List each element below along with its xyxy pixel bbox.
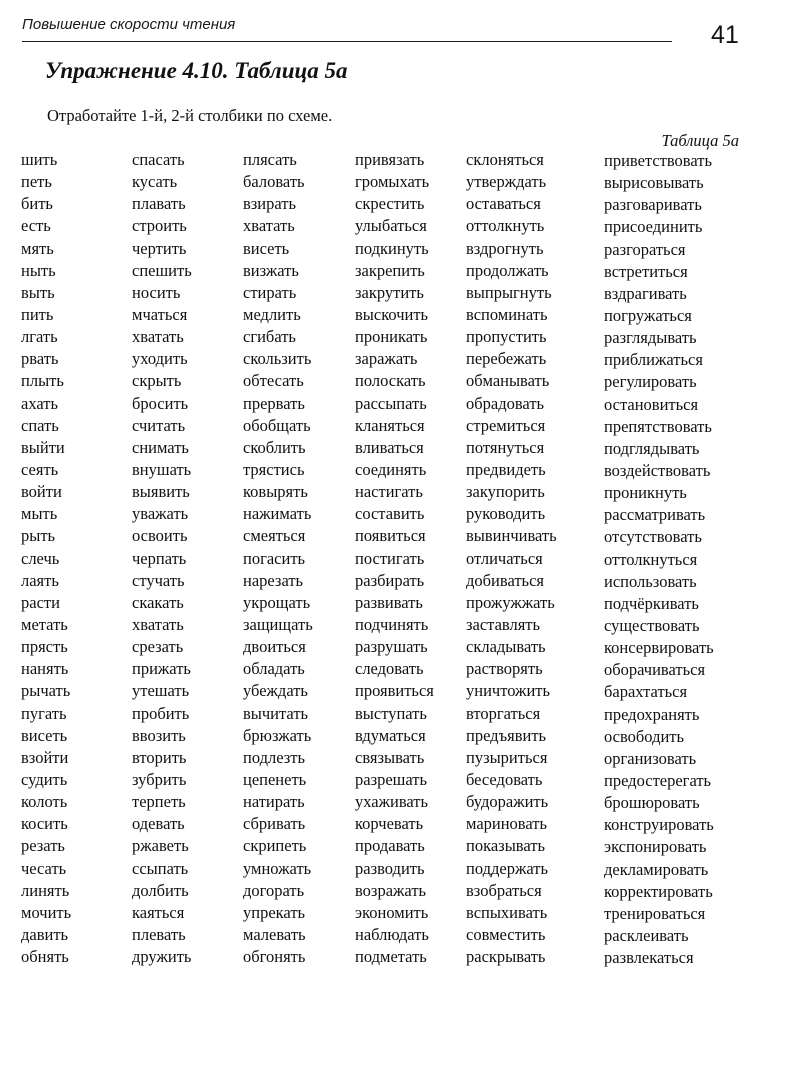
table-word: убеждать xyxy=(243,681,308,701)
table-word: разгораться xyxy=(604,239,686,259)
table-word: связывать xyxy=(355,747,425,767)
table-word: долбить xyxy=(132,880,189,900)
table-word: прижать xyxy=(132,659,191,679)
table-word: мариновать xyxy=(466,814,548,834)
table-word: мочить xyxy=(21,902,72,922)
table-word: ссыпать xyxy=(132,858,189,878)
table-word: подглядывать xyxy=(604,438,700,458)
table-word: каяться xyxy=(132,902,185,922)
table-word: пробить xyxy=(132,703,190,723)
table-word: сбривать xyxy=(243,814,306,834)
table-word: стремиться xyxy=(466,415,546,435)
table-word: экономить xyxy=(355,902,429,922)
table-word: брюзжать xyxy=(243,725,312,745)
table-word: кланяться xyxy=(355,415,425,435)
table-word: проявиться xyxy=(355,681,434,701)
table-word: линять xyxy=(21,880,70,900)
table-word: подлезть xyxy=(243,747,306,767)
table-word: спасать xyxy=(132,150,185,169)
table-word: петь xyxy=(21,172,52,192)
table-word: медлить xyxy=(243,304,301,324)
table-word: косить xyxy=(21,814,68,834)
table-word: мыть xyxy=(21,504,58,524)
table-word: хватать xyxy=(132,327,184,347)
table-word: консервировать xyxy=(604,638,714,658)
table-word: выступать xyxy=(355,703,427,723)
table-word: рыть xyxy=(21,526,56,546)
table-word: мчаться xyxy=(132,304,188,324)
table-word: дружить xyxy=(132,947,192,967)
table-word: плевать xyxy=(132,924,186,944)
table-word: вдуматься xyxy=(355,725,426,745)
table-word: предохранять xyxy=(604,704,700,724)
table-word: умножать xyxy=(243,858,312,878)
table-word: обманывать xyxy=(466,371,550,391)
table-word: проникнуть xyxy=(604,483,687,503)
table-word: будоражить xyxy=(466,792,549,812)
table-word: кусать xyxy=(132,172,178,192)
table-word: оттолкнуться xyxy=(604,549,698,569)
table-word: строить xyxy=(132,216,187,236)
table-word: считать xyxy=(132,415,186,435)
table-word: освоить xyxy=(132,526,188,546)
table-word: носить xyxy=(132,282,181,302)
table-word: отличаться xyxy=(466,548,543,568)
page-number: 41 xyxy=(711,21,739,49)
table-word: выявить xyxy=(132,482,190,502)
table-word: упрекать xyxy=(243,902,306,922)
table-word: раскрывать xyxy=(466,947,546,967)
table-word: приближаться xyxy=(604,350,703,370)
table-word: предвидеть xyxy=(466,459,546,479)
table-word: погружаться xyxy=(604,305,692,325)
table-word: спать xyxy=(21,415,59,435)
table-word: хватать xyxy=(132,614,184,634)
table-word: наблюдать xyxy=(355,924,429,944)
table-word: зубрить xyxy=(132,769,187,789)
table-word: рассматривать xyxy=(604,505,706,525)
table-word: вздрогнуть xyxy=(466,238,544,258)
table-word: взирать xyxy=(243,194,297,214)
table-word: громыхать xyxy=(355,172,430,192)
table-word: поддержать xyxy=(466,858,549,878)
table-word: присоединить xyxy=(604,217,703,237)
table-word: соединять xyxy=(355,459,427,479)
table-word: одевать xyxy=(132,814,185,834)
table-word: корректировать xyxy=(604,881,713,901)
table-word: закрутить xyxy=(355,282,424,302)
table-word: разводить xyxy=(355,858,425,878)
table-word: бить xyxy=(21,194,53,214)
table-word: подметать xyxy=(355,947,427,967)
table-word: утешать xyxy=(132,681,190,701)
table-word: появиться xyxy=(355,526,426,546)
table-word: приветствовать xyxy=(604,151,713,170)
word-column-3 xyxy=(243,149,313,968)
word-column-6 xyxy=(604,149,714,968)
table-word: срезать xyxy=(132,637,184,657)
table-word: экспонировать xyxy=(604,837,707,857)
table-word: разбирать xyxy=(355,570,425,590)
table-word: выскочить xyxy=(355,304,429,324)
table-word: складывать xyxy=(466,637,546,657)
table-word: скакать xyxy=(132,592,184,612)
exercise-instruction: Отработайте 1-й, 2-й столбики по схеме. xyxy=(47,106,333,125)
table-word: пить xyxy=(21,304,54,324)
table-word: нанять xyxy=(21,659,69,679)
table-word: прервать xyxy=(243,393,305,413)
table-word: ахать xyxy=(21,393,58,413)
table-word: вывинчивать xyxy=(466,526,557,546)
table-word: руководить xyxy=(466,504,546,524)
table-word: вспыхивать xyxy=(466,902,548,922)
table-word: прясть xyxy=(21,637,68,657)
table-word: освободить xyxy=(604,726,685,746)
table-word: лаять xyxy=(21,570,59,590)
table-word: добиваться xyxy=(466,570,544,590)
table-word: уважать xyxy=(132,504,189,524)
table-word: вырисовывать xyxy=(604,173,704,193)
table-word: следовать xyxy=(355,659,424,679)
table-word: внушать xyxy=(132,459,192,479)
table-word: вспоминать xyxy=(466,304,548,324)
table-word: разрушать xyxy=(355,637,428,657)
table-word: подчёркивать xyxy=(604,593,699,613)
table-word: улыбаться xyxy=(355,216,427,236)
table-word: шить xyxy=(21,150,58,169)
table-word: предъявить xyxy=(466,725,547,745)
table-word: обобщать xyxy=(243,415,311,435)
table-word: проникать xyxy=(355,327,428,347)
table-word: судить xyxy=(21,769,68,789)
table-word: растворять xyxy=(466,659,543,679)
table-word: плясать xyxy=(243,150,297,169)
word-column-1 xyxy=(21,149,71,968)
table-word: остановиться xyxy=(604,394,699,414)
table-word: подчинять xyxy=(355,614,429,634)
table-caption: Таблица 5а xyxy=(661,131,739,150)
table-word: пугать xyxy=(21,703,67,723)
table-word: натирать xyxy=(243,792,305,812)
table-word: вторгаться xyxy=(466,703,541,723)
table-word: встретиться xyxy=(604,261,688,281)
table-word: подкинуть xyxy=(355,238,429,258)
table-word: вздрагивать xyxy=(604,283,687,303)
table-word: догорать xyxy=(243,880,305,900)
table-word: привязать xyxy=(355,150,425,169)
table-word: уходить xyxy=(132,349,188,369)
table-word: чесать xyxy=(21,858,67,878)
running-head-title: Повышение скорости чтения xyxy=(22,16,236,33)
table-word: цепенеть xyxy=(243,769,307,789)
table-word: уничтожить xyxy=(466,681,551,701)
table-word: нарезать xyxy=(243,570,304,590)
table-word: скоблить xyxy=(243,437,306,457)
table-word: стирать xyxy=(243,282,297,302)
table-word: слечь xyxy=(21,548,60,568)
table-word: расти xyxy=(21,592,60,612)
table-word: конструировать xyxy=(604,815,714,835)
table-word: плавать xyxy=(132,194,186,214)
table-word: развлекаться xyxy=(604,948,694,968)
table-word: баловать xyxy=(243,172,305,192)
table-word: корчевать xyxy=(355,814,424,834)
table-word: терпеть xyxy=(132,792,186,812)
table-word: ухаживать xyxy=(355,792,429,812)
table-word: сгибать xyxy=(243,327,296,347)
table-word: колоть xyxy=(21,792,68,812)
table-word: обладать xyxy=(243,659,305,679)
table-word: расклеивать xyxy=(604,925,689,945)
table-word: настигать xyxy=(355,482,423,502)
table-word: воздействовать xyxy=(604,460,711,480)
table-word: скользить xyxy=(243,349,312,369)
table-word: брошюровать xyxy=(604,793,700,813)
table-word: разговаривать xyxy=(604,195,702,215)
table-word: сеять xyxy=(21,459,59,479)
table-word: рассыпать xyxy=(355,393,427,413)
table-word: беседовать xyxy=(466,769,543,789)
table-word: погасить xyxy=(243,548,306,568)
table-word: ковырять xyxy=(243,482,308,502)
table-word: ржаветь xyxy=(132,836,189,856)
table-word: чертить xyxy=(132,238,187,258)
table-word: вычитать xyxy=(243,703,309,723)
table-word: существовать xyxy=(604,615,700,635)
table-word: обгонять xyxy=(243,947,306,967)
table-word: резать xyxy=(21,836,65,856)
table-word: войти xyxy=(21,482,62,502)
table-word: препятствовать xyxy=(604,416,712,436)
table-word: ныть xyxy=(21,260,56,280)
table-word: взойти xyxy=(21,747,69,767)
table-word: заставлять xyxy=(466,614,541,634)
table-word: декламировать xyxy=(604,859,709,879)
table-word: есть xyxy=(21,216,51,236)
table-word: рвать xyxy=(21,349,59,369)
table-word: скрыть xyxy=(132,371,182,391)
table-word: закрепить xyxy=(355,260,425,280)
table-word: заражать xyxy=(355,349,418,369)
table-word: оттолкнуть xyxy=(466,216,545,236)
table-word: визжать xyxy=(243,260,299,280)
table-word: рычать xyxy=(21,681,71,701)
table-word: перебежать xyxy=(466,349,547,369)
table-word: совместить xyxy=(466,924,546,944)
table-word: выпрыгнуть xyxy=(466,282,552,302)
table-word: черпать xyxy=(132,548,187,568)
table-word: развивать xyxy=(355,592,423,612)
table-word: взобраться xyxy=(466,880,542,900)
table-word: бросить xyxy=(132,393,189,413)
table-word: обрадовать xyxy=(466,393,545,413)
table-word: обтесать xyxy=(243,371,304,391)
table-word: пропустить xyxy=(466,327,547,347)
word-column-5 xyxy=(466,149,557,968)
table-word: скрестить xyxy=(355,194,425,214)
table-word: укрощать xyxy=(243,592,311,612)
table-word: выть xyxy=(21,282,55,302)
table-word: снимать xyxy=(132,437,189,457)
table-word: составить xyxy=(355,504,425,524)
table-word: отсутствовать xyxy=(604,527,702,547)
table-word: использовать xyxy=(604,571,697,591)
exercise-title: Упражнение 4.10. Таблица 5а xyxy=(45,58,348,83)
table-word: выйти xyxy=(21,437,65,457)
table-word: трястись xyxy=(243,459,305,479)
table-word: постигать xyxy=(355,548,425,568)
table-word: закупорить xyxy=(466,482,545,502)
table-word: давить xyxy=(21,924,69,944)
table-word: нажимать xyxy=(243,504,312,524)
table-word: разглядывать xyxy=(604,328,697,348)
word-column-2 xyxy=(132,149,192,968)
table-word: вливаться xyxy=(355,437,424,457)
table-word: тренироваться xyxy=(604,903,706,923)
table-word: утверждать xyxy=(466,172,547,192)
table-word: висеть xyxy=(243,238,290,258)
table-word: предостерегать xyxy=(604,770,712,790)
table-word: пузыриться xyxy=(466,747,548,767)
table-word: показывать xyxy=(466,836,545,856)
table-word: двоиться xyxy=(243,637,306,657)
table-word: прожужжать xyxy=(466,592,555,612)
table-word: вторить xyxy=(132,747,187,767)
table-word: защищать xyxy=(243,614,313,634)
table-word: плыть xyxy=(21,371,64,391)
table-word: спешить xyxy=(132,260,192,280)
word-column-4 xyxy=(355,149,434,968)
table-word: регулировать xyxy=(604,372,697,392)
table-word: организовать xyxy=(604,748,697,768)
table-word: висеть xyxy=(21,725,68,745)
table-word: малевать xyxy=(243,924,306,944)
table-word: метать xyxy=(21,614,68,634)
table-word: разрешать xyxy=(355,769,428,789)
table-word: обнять xyxy=(21,947,69,967)
table-word: возражать xyxy=(355,880,427,900)
table-word: полоскать xyxy=(355,371,426,391)
table-word: смеяться xyxy=(243,526,306,546)
table-word: оставаться xyxy=(466,194,541,214)
table-word: скрипеть xyxy=(243,836,307,856)
table-word: продавать xyxy=(355,836,425,856)
table-word: склоняться xyxy=(466,150,544,169)
table-word: потянуться xyxy=(466,437,545,457)
table-word: лгать xyxy=(21,327,58,347)
table-word: стучать xyxy=(132,570,185,590)
table-word: ввозить xyxy=(132,725,186,745)
table-word: оборачиваться xyxy=(604,660,706,680)
table-word: мять xyxy=(21,238,54,258)
table-word: продолжать xyxy=(466,260,549,280)
table-word: хватать xyxy=(243,216,295,236)
table-word: барахтаться xyxy=(604,682,688,702)
